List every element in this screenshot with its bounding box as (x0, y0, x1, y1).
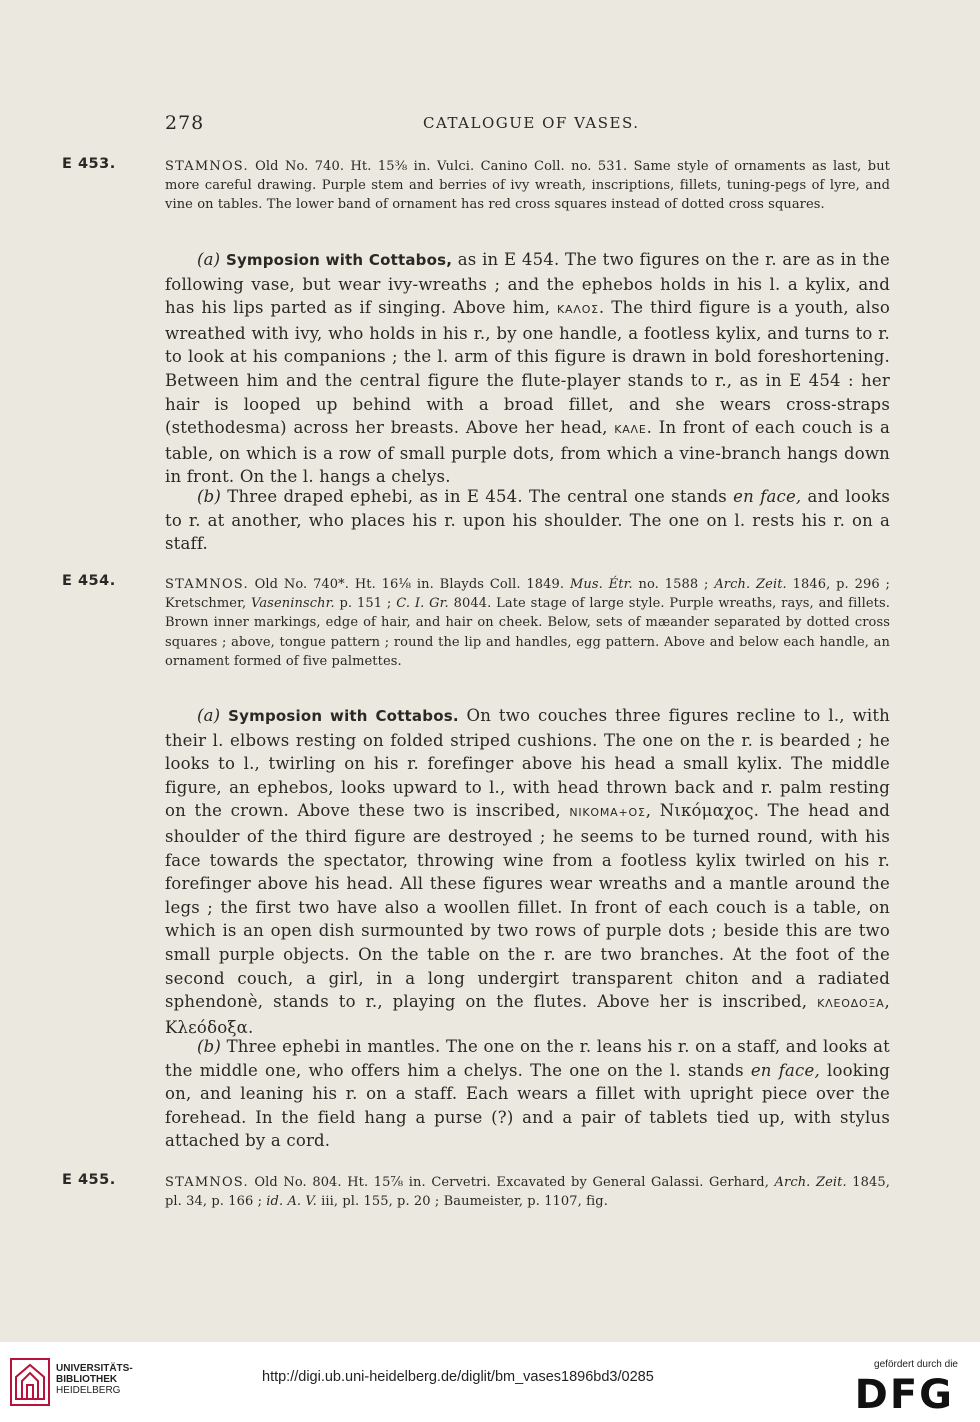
citation-title: Arch. Zeit. (714, 577, 787, 592)
entry-description: 8044. Late stage of large style. Purple wreaths, rays, and fillets. Brown inner markings, edge of hair, and hair on cheek. Below, sets of mæander separated by dotted cross squares ; above, tongue pattern ; round the lip and handles, egg pattern. Above and below each handle, an ornament formed of five palmettes. (165, 596, 890, 669)
library-name-line: HEIDELBERG (56, 1385, 121, 1396)
library-logo-icon[interactable] (10, 1358, 50, 1406)
entry-description: 1846, p. 296 ; Kretschmer, (165, 577, 890, 612)
viewer-footer (0, 1342, 980, 1422)
paragraph-text: On two couches three figures recline to l., with their l. elbows resting on folded striped cushions. The one on the r. is bearded ; he looks to l., twirling on his r. forefinger above his head a small kylix. The middle figure, an ephebos, looks upward to l., with head thrown back and r. palm resting on the crown. Above these two is inscribed, (165, 706, 890, 821)
entry-type: STAMNOS. (165, 577, 249, 592)
entry-number-e453: E 453. (62, 156, 116, 172)
side-marker: (a) (197, 250, 221, 269)
funding-note: gefördert durch die (874, 1359, 958, 1370)
dfg-logo[interactable]: DFG (854, 1372, 954, 1418)
inscription: ΝΙΚΟΜΑ+ΟΣ (569, 806, 646, 820)
entry-description: Old No. 740*. Ht. 16⅛ in. Blayds Coll. 1849. (248, 577, 570, 592)
citation-title: Arch. Zeit. (774, 1175, 847, 1190)
entry-type: STAMNOS. (165, 1175, 249, 1190)
citation-title: C. I. Gr. (396, 596, 449, 612)
entry-description: Old No. 804. Ht. 15⅞ in. Cervetri. Excavated by General Galassi. Gerhard, (248, 1175, 775, 1190)
library-name-line: UNIVERSITÄTS- (56, 1363, 133, 1374)
paragraph-text: Three draped ephebi, as in E 454. The central one stands (221, 487, 734, 506)
inscription: ΚΛΕΟΔΟΞΑ (817, 997, 885, 1011)
entry-description: p. 151 ; (334, 596, 397, 612)
entry-number-e455: E 455. (62, 1172, 116, 1188)
citation-title: Vaseninschr. (251, 596, 335, 612)
paragraph-e453-a (165, 248, 890, 489)
entry-description: iii, pl. 155, p. 20 ; Baumeister, p. 1107, fig. (316, 1194, 608, 1210)
subject-title: Symposion with Cottabos. (228, 707, 459, 725)
subject-title: Symposion with Cottabos, (225, 251, 453, 269)
permalink-url[interactable]: http://digi.ub.uni-heidelberg.de/diglit/bm_vases1896bd3/0285 (262, 1369, 654, 1385)
entry-number-e454: E 454. (62, 573, 116, 589)
italic-phrase: en face, (733, 487, 802, 506)
library-name-line: BIBLIOTHEK (56, 1374, 118, 1385)
inscription: ΚΑΛΕ (614, 423, 647, 437)
citation-title: Mus. Étr. (569, 577, 633, 592)
greek-name: , Κλεόδοξα. (165, 992, 890, 1037)
side-marker: (b) (197, 487, 222, 506)
entry-type: STAMNOS. (165, 159, 249, 174)
paragraph-e454-a (165, 704, 890, 1039)
side-marker: (a) (197, 706, 221, 725)
library-emblem-icon (14, 1363, 46, 1401)
paragraph-e454-b (165, 1035, 890, 1153)
paragraph-text: looking on, and leaning his r. on a staff. Each wears a fillet with upright piece over the forehead. In the field hang a purse (?) and a pair of tablets tied up, with stylus attached by a cord. (165, 1060, 890, 1151)
entry-description: Old No. 740. Ht. 15⅜ in. Vulci. Canino Coll. no. 531. Same style of ornaments as last, but more careful drawing. Purple stem and berries of ivy wreath, inscriptions, fillets, tuning-pegs of lyre, and vine on tables. The lower band of ornament has red cross squares instead of dotted cross squares. (165, 159, 890, 213)
paragraph-e453-b (165, 485, 890, 556)
paragraph-text: as in E 454. The two figures on the r. are as in the following vase, but wear ivy-wreaths ; and the ephebos holds in his l. a kylix, and has his lips parted as if singing. Above him, (165, 250, 890, 318)
italic-phrase: en face, (750, 1060, 820, 1080)
paragraph-text: The head and shoulder of the third figure are destroyed ; he seems to be turned round, with his face towards the spectator, throwing wine from a footless kylix twirled on his r. forefinger above his head. All these figures wear wreaths and a mantle around the legs ; the first two have also a woollen fillet. In front of each couch is a table, on which is an open dish surmounted by two rows of purple dots ; beside this are two small purple objects. On the table on the r. are two branches. At the foot of the second couch, a girl, in a long undergirt transparent chiton and a radiated sphendonè, stands to r., playing on the flutes. Above her is inscribed, (165, 801, 890, 1012)
entry-heading-e453 (165, 157, 890, 215)
greek-name: , Νικόμαχος. (645, 801, 760, 821)
running-head (165, 112, 890, 136)
inscription: ΚΑΛΟΣ (557, 303, 599, 317)
entry-heading-e454 (165, 575, 890, 671)
paragraph-text: . In front of each couch is a table, on which is a row of small purple dots, from which a vine-branch hangs down in front. On the l. hangs a chelys. (165, 418, 890, 487)
paragraph-text: Three ephebi in mantles. The one on the r. leans his r. on a staff, and looks at the middle one, who offers him a chelys. The one on the l. stands (165, 1037, 890, 1080)
entry-description: 1845, pl. 34, p. 166 ; (165, 1175, 890, 1210)
paragraph-text: and looks to r. at another, who places his r. upon his shoulder. The one on l. rests his r. on a staff. (165, 487, 890, 554)
running-title: CATALOGUE OF VASES. (423, 114, 640, 132)
citation-title: id. A. V. (266, 1194, 317, 1210)
paragraph-text: . The third figure is a youth, also wreathed with ivy, who holds in his r., by one handle, a footless kylix, and turns to r. to look at his companions ; the l. arm of this figure is drawn in bold foreshortening. Between him and the central figure the flute-player stands to r., as in E 454 : her hair is looped up behind with a broad fillet, and she wears cross-straps (stethodesma) across her breasts. Above her head, (165, 298, 890, 438)
entry-heading-e455 (165, 1173, 890, 1211)
side-marker: (b) (197, 1037, 222, 1056)
library-name (56, 1363, 133, 1396)
page-number: 278 (165, 112, 205, 134)
entry-description: no. 1588 ; (632, 577, 715, 592)
